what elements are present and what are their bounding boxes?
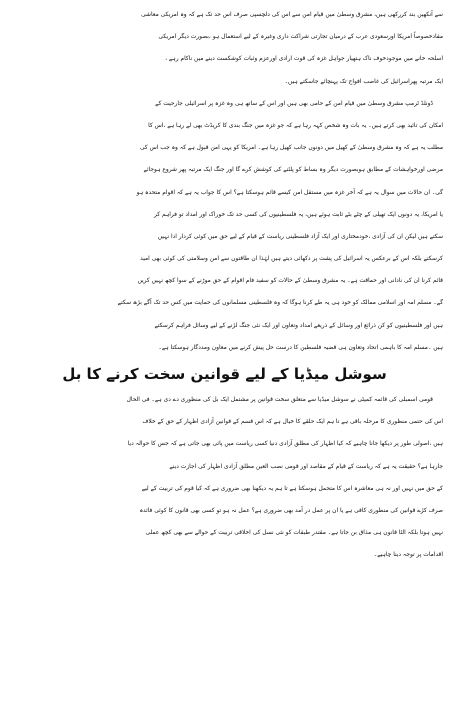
text-line: قائم کرنا ان کی نادانی اور حماقت ہے۔ یہ مشرق وسطیٰ کے حالات کو سفید فام اقوام کے حق موڑنے کے سوا کچھ نہیں کریں: [137, 278, 443, 285]
text-line: اقدامات پر توجہ دینا چاہیے۔: [373, 552, 443, 559]
section-heading-text: سوشل میڈیا کے لیے قوانین سخت کرنے کا بل: [62, 365, 387, 383]
paragraph: [6, 4, 443, 93]
text-line: کرسکتے بلکہ اس کے برعکس یہ اسرائیل کی پشت پر دکھائی دیتے ہیں لہٰذا ان طاقتوں سے امن وسلامتی کی کوئی بھی امید: [140, 256, 443, 263]
text-line: صرف کڑے قوانین کی منظوری کافی ہے یا ان پر عمل در آمد بھی ضروری ہے؟ عمل نہ ہو تو کسی بھی قانون کا کوئی فائدہ: [139, 507, 443, 514]
text-line: اس کی حتمی منظوری کا مرحلہ باقی ہے تا ہم ایک حلقے کا خیال ہے کہ اس قسم کے قوانین آزادی اظہار کے حق کے خلاف: [142, 419, 443, 426]
paragraph: [6, 93, 443, 359]
text-line: قومی اسمبلی کی قائمہ کمیٹی نے سوشل میڈیا سے متعلق سخت قوانین پر مشتمل ایک بل کی منظوری دے دی ہے۔ فی الحال: [126, 397, 433, 403]
text-line: ہیں ۔مسلم امہ کا باہمی اتحاد وتعاون ہی قضیہ فلسطین کا درست حل پیش کرنے میں معاون ومددگار ہوسکتا ہے۔: [158, 344, 443, 351]
text-line: مفادخصوصاً امریکا اورسعودی عرب کے درمیان تجارتی شراکت داری وغیرہ کے لیے استعمال ہو ،بصورت دیگر امریکی: [158, 34, 443, 41]
text-line: اسلحہ خانے میں موجودخوف ناک ہتھیار جواہل غزہ کی قوت ارادی اورعزم وثبات کوشکست دینے میں ناکام رہے ،: [165, 56, 443, 63]
text-line: سے آنکھیں بند کررکھی ہیں، مشرق وسطیٰ میں قیام امن سے اس کی دلچسپی صرف اس حد تک ہے کہ وہ امریکی معاشی: [141, 12, 443, 18]
article-body-part2: [6, 389, 443, 567]
text-line: نہیں ہوتا بلکہ الٹا قانون ہی مذاق بن جاتا ہے۔ مقتدر طبقات کو نئی نسل کی اخلاقی تربیت کے حوالے سے بھی کچھ عملی: [145, 530, 443, 537]
text-line: گی۔ ان حالات میں سوال یہ ہے کہ آخر غزہ میں مستقل امن کیسے قائم ہوسکتا ہے؟ اس کا جواب یہ ہے کہ اقوام متحدہ ہو: [136, 189, 443, 196]
text-line: سکتے ہیں لیکن ان کی آزادی ،خودمختاری اور ایک آزاد فلسطینی ریاست کے قیام کے لیے حق میں کوئی کردار ادا نہیں: [157, 233, 443, 240]
text-line: ہیں اور فلسطینیوں کو کن ذرائع اور وسائل کے ذریعے امداد وتعاون اور ایک نئی جنگ لڑنے کے لیے وسائل فراہم کرسکتے: [154, 322, 443, 329]
article-body-part1: [6, 4, 443, 359]
text-line: مطلب یہ ہے کہ وہ مشرق وسطیٰ کے کھیل میں دونوں جانب کھیل رہا ہے۔ امریکا کو یہی امن قبول ہے کہ وہ جب اس کی: [140, 145, 443, 152]
section-heading: [6, 361, 443, 387]
text-line: ڈونلڈ ٹرمپ مشرق وسطیٰ میں قیام امن کے حامی بھی ہیں اور اس کے ساتھ ہی وہ غزہ پر اسرائیلی جارحیت کے: [155, 100, 433, 107]
text-line: ہیں ،اصولی طور پر دیکھا جانا چاہیے کہ کیا اظہار کی مطلق آزادی دنیا کسی ریاست میں پائی بھی جاتی ہے کہ جس کا حوالہ دیا: [127, 441, 443, 448]
text-line: امکان کی تائید بھی کرتے ہیں۔ یہ بات وہ شخص کہہ رہا ہے کہ جو غزہ میں جنگ بندی کا کریڈٹ بھی لے رہا ہے ،اس کا: [148, 122, 443, 129]
paragraph: [6, 389, 443, 567]
text-line: یا امریکا، یہ دونوں ایک تھیلی کے چٹے بٹے ثابت ہوئے ہیں، یہ فلسطینیوں کی کسی حد تک خوراک اور امداد تو فراہم کر: [154, 211, 443, 218]
text-line: گے۔ مسلم امہ اور اسلامی ممالک کو خود ہی یہ طے کرنا ہوگا کہ وہ فلسطینی مسلمانوں کی حمایت میں کس حد تک آگے بڑھ سکتے: [117, 300, 443, 307]
text-line: مرضی اورخواہشات کے مطابق ہوبصورت دیگر وہ بساط کو پلٹنے کی کوشش کرے گا اور جنگ ایک مرتبہ پھر شروع ہوجائے: [143, 167, 443, 174]
text-line: ایک مرتبہ پھراسرائیل کی غاصب افواج تک پہنچائے جاسکتے ہیں۔: [284, 78, 443, 85]
text-line: کے حق میں نہیں اور نہ ہی معاشرہ اس کا متحمل ہوسکتا ہے تا ہم یہ دیکھنا بھی ضروری ہے کہ کیا قوم کی تربیت کے لیے: [141, 485, 443, 492]
text-line: جارہا ہے؟ حقیقت یہ ہے کہ ریاست کے قیام کے مقاصد اور قومی نصب العین مطلق آزادی اظہار کی اجازت دینے: [169, 463, 443, 470]
